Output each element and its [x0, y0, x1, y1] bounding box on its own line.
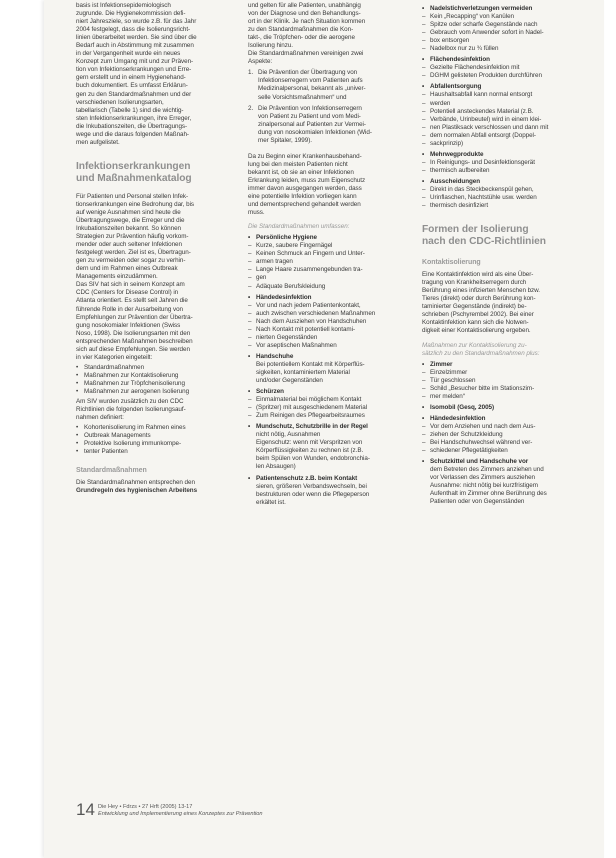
measure-item: – Direkt in das Steckbeckenspül gehen, [422, 186, 592, 194]
measure-block [248, 475, 411, 507]
measure-text: bestrukturen oder wenn die Pflegeperson [256, 490, 370, 498]
measure-text: Eigenschutz: wenn mit Verspritzen von [256, 439, 363, 447]
text-line: tragung von Krankheitserregern durch [422, 279, 527, 287]
intro-paragraph [76, 2, 238, 147]
measure-item: – Adäquate Berufskleidung [248, 283, 411, 291]
measures-blocks-continued [422, 5, 592, 210]
list-item: • Outbreak Managements [76, 432, 238, 440]
measure-heading: • Zimmer [422, 361, 592, 369]
measure-block [422, 415, 592, 455]
text-line: wege und die daraus folgenden Maßnah- [76, 130, 189, 138]
measure-text: len Absaugen) [256, 463, 296, 471]
text-line: eine potentielle Infektion vorliegen kann [248, 193, 357, 201]
measure-heading: • Patientenschutz z.B. beim Kontakt [248, 475, 411, 483]
text-line: Grundregeln des hygienischen Arbeitens [76, 487, 198, 495]
measure-text: und/oder Gegenständen [256, 377, 323, 385]
measure-item: – Lange Haare zusammengebunden tra- [248, 266, 411, 274]
measure-heading: • Schürzen [248, 388, 411, 396]
measure-text: sieren, größeren Verbandswechseln, bei [256, 482, 367, 490]
measure-heading: • Mundschutz, Schutzbrille in der Regel [248, 423, 411, 431]
list-item: • Standardmaßnahmen [76, 364, 238, 372]
measure-text: nicht nötig, Ausnahmen [256, 431, 321, 439]
text-line: selle Vorsichtsmaßnahmen“ und [258, 93, 347, 101]
column-2 [248, 2, 411, 510]
measure-text: Bei potentiellem Kontakt mit Körperflüs- [256, 360, 365, 368]
text-line: gen zu vermeiden oder sogar zu verhin- [76, 257, 186, 265]
text-line: Maßnahmen zur Kontaktisolierung zu- [422, 341, 527, 349]
measure-item: – Zum Reinigen des Pflegearbeitsraumes [248, 412, 411, 420]
measure-item: – Bei Handschuhwechsel während ver- [422, 439, 592, 447]
text-line: Empfehlungen zur Prävention der Übertra- [76, 313, 193, 321]
text-line: Berührung eines infizierten Menschen bzw. [422, 287, 541, 295]
text-line: 2004 festgelegt, dass die Isolierungsricht- [76, 26, 191, 34]
measure-heading: • Nadelstichverletzungen vermeiden [422, 5, 592, 13]
text-line: Tieres (direkt) oder durch Berührung kon- [422, 295, 536, 303]
measure-item: – Vor und nach jedem Patientenkontakt, [248, 302, 411, 310]
measure-item: – box entsorgen [422, 37, 592, 45]
text-line: Eine Kontaktinfektion wird als eine Über- [422, 271, 534, 279]
measure-text: Ausnahme: nicht nötig bei kurzfristigem [430, 482, 538, 490]
measure-item: – In Reinigungs- und Desinfektionsgerät [422, 159, 592, 167]
measure-text: Aufenthalt im Zimmer ohne Berührung des [430, 490, 547, 498]
list-item: • Maßnahmen zur aerogenen Isolierung [76, 388, 238, 396]
text-line: tionserkrankungen eine Bedrohung dar, bis [76, 200, 195, 208]
measure-item: – gen [248, 274, 411, 282]
measure-item: – (Spritzer) mit ausgeschiedenem Material [248, 404, 411, 412]
text-line: sten Infektionserkrankungen, ihre Erreger, [76, 114, 192, 122]
text-line: und gelten für alle Patienten, unabhängig [248, 2, 361, 9]
numbered-item-1: 1. Die Prävention der Übertragung von Infektionserregern vom Patienten aufs Medizinalpersonal, bekannt als „univer- selle Vorsichtsmaßnahmen“ und [248, 69, 411, 101]
text-line: festgelegt werden. Ziel ist es, Übertragun- [76, 249, 191, 257]
measure-item: – Gebrauch vom Anwender sofort in Nadel- [422, 29, 592, 37]
measure-item: – ziehen der Schutzkleidung [422, 431, 592, 439]
measure-heading: • Händedesinfektion [248, 294, 411, 302]
measure-item: – Potentiell ansteckendes Material (z.B. [422, 108, 592, 116]
page-footer [76, 800, 576, 830]
measure-item: – Spitze oder scharfe Gegenstände nach [422, 21, 592, 29]
text-line: immer davon ausgegangen werden, dass [248, 184, 362, 192]
text-line: Infektionserregern vom Patienten aufs [258, 77, 363, 85]
column-1 [76, 2, 238, 495]
measure-heading: • Händedesinfektion [422, 415, 592, 423]
text-line: und dementsprechend gehandelt werden [248, 201, 361, 209]
label-standard-includes: Die Standardmaßnahmen umfassen: [248, 223, 350, 231]
measure-text: vor Verlassen des Zimmers ausziehen [430, 474, 535, 482]
measure-block [248, 423, 411, 471]
text-line: Das SIV hat sich in seinem Konzept am [76, 281, 185, 289]
text-line: Isolierung hinzu. [248, 42, 294, 50]
measure-item: – dem normalen Abfall entsorgt (Doppel- [422, 132, 592, 140]
measure-item: – Keinen Schmuck an Fingern und Unter- [248, 250, 411, 258]
measure-block [248, 388, 411, 420]
text-line: Medizinalpersonal, bekannt als „univer- [258, 85, 366, 93]
measure-heading: • Persönliche Hygiene [248, 234, 411, 242]
measure-block [422, 83, 592, 147]
measure-block [422, 404, 592, 412]
text-line: mender oder auch seltener Infektionen [76, 241, 182, 249]
measure-item: – Vor aseptischen Maßnahmen [248, 342, 411, 350]
text-line: basis ist Infektionsepidemiologisch [76, 2, 171, 9]
subheading-standard-measures: Standardmaßnahmen [76, 467, 147, 475]
measure-item: – Kurze, saubere Fingernägel [248, 242, 411, 250]
measure-item: – Einzelzimmer [422, 369, 592, 377]
text-line: verschiedenen Isolierungsarten, [76, 98, 164, 106]
measure-block [248, 234, 411, 290]
text-line: tabellarisch (Tabelle 1) sind die wichtig- [76, 106, 184, 114]
measure-text: dem Betreten des Zimmers anziehen und [430, 466, 544, 474]
measure-item: – werden [422, 100, 592, 108]
measure-heading: • Abfallentsorgung [422, 83, 592, 91]
text-line: men aufgelistet. [76, 138, 120, 146]
text-line: in vier Kategorien eingeteilt: [76, 353, 153, 361]
text-line: gen zu den Standardmaßnahmen und der [76, 90, 192, 98]
text-line: lung bei den meisten Patienten nicht [248, 160, 348, 168]
paragraph-siv-additions [76, 398, 238, 422]
measure-text: Körperflüssigkeiten zu rechnen ist (z.B. [256, 447, 364, 455]
list-item: • tenter Patienten [76, 448, 238, 456]
numbered-item-2: 2. Die Prävention von Infektionserregern von Patient zu Patient und vom Medi- zinalpersonal auf Patienten zur Vermei- dung von nosokomialen Infektionen (Wid- mer Spitaler, 1999). [248, 105, 411, 145]
measure-block [422, 56, 592, 80]
list-item: • Protektive Isolierung immunkompe- [76, 440, 238, 448]
text-line: muss. [248, 209, 265, 217]
label-contact-measures [422, 342, 592, 358]
measure-heading: • Flächendesinfektion [422, 56, 592, 64]
text-line: Atlanta orientiert. Es stellt seit Jahren die [76, 297, 188, 305]
measure-heading: • Schutzkittel und Handschuhe vor [422, 458, 592, 466]
siv-isolation-list [76, 424, 238, 456]
paragraph-unknown-infection [248, 153, 411, 217]
measure-item: – thermisch aufbereiten [422, 167, 592, 175]
text-line: Inkubationszeiten bekannt. So können [76, 225, 181, 233]
paragraph-infections [76, 193, 238, 362]
text-line: nahmen definiert: [76, 414, 124, 422]
list-item: • Maßnahmen zur Kontaktisolierung [76, 372, 238, 380]
measure-item: – armen tragen [248, 258, 411, 266]
measure-item: – mer melden“ [422, 393, 592, 401]
measure-item: – auch zwischen verschiedenen Maßnahmen [248, 310, 411, 318]
text-line: mer Spitaler, 1999). [258, 136, 312, 144]
text-line: schrieben (Pschyrembel 2002). Bei einer [422, 311, 534, 319]
text-line: CDC (Centers for Disease Control) in [76, 289, 179, 297]
measure-text: erkältet ist. [256, 498, 286, 506]
subheading-contact-isolation: Kontaktisolierung [422, 259, 481, 267]
text-line: bekannt ist, ob sie an einer Infektionen [248, 168, 354, 176]
measure-block [422, 5, 592, 53]
text-line: Die Prävention der Übertragung von [258, 69, 358, 77]
measure-item: – Kein „Recapping“ von Kanülen [422, 13, 592, 21]
section-heading-infections: Infektionserkrankungen und Maßnahmenkatalog [76, 160, 192, 184]
list-item: • Kohortenisolierung im Rahmen eines [76, 424, 238, 432]
measure-item: – Einmalmaterial bei möglichem Kontakt [248, 396, 411, 404]
paragraph-contact-infection [422, 271, 592, 335]
text-line: die Inkubationszeiten, die Übertragungs- [76, 122, 188, 130]
text-line: Am SIV wurden zusätzlich zu den CDC [76, 398, 184, 406]
text-line: Noso, 1998). Die Isolierungsarten mit den [76, 329, 191, 337]
measure-item: – Schild „Besucher bitte im Stationszim- [422, 385, 592, 393]
measure-item: – Haushaltsabfall kann normal entsorgt [422, 91, 592, 99]
text-line: digkeit einer Kontaktisolierung ergeben. [422, 327, 531, 335]
text-line: gern erstellt und in einem Hygienehand- [76, 74, 186, 82]
text-line: taminierter Gegenstände (indirekt) be- [422, 303, 527, 311]
measure-item: – Nach dem Ausziehen von Handschuhen [248, 318, 411, 326]
page-number: 14 [76, 800, 95, 819]
measure-item: – DGHM gelisteten Produkten durchführen [422, 72, 592, 80]
measure-text: beim Spülen von Wunden, endobronchia- [256, 455, 370, 463]
measure-item: – thermisch desinfiziert [422, 202, 592, 210]
text-line: auf wenige Ausnahmen sind heute die [76, 208, 181, 216]
contact-isolation-blocks [422, 361, 592, 507]
text-line: ort in der Klinik. Je nach Situation kommen [248, 18, 366, 26]
text-line: von der Diagnose und den Behandlungs- [248, 10, 361, 18]
text-line: takt-, die Tröpfchen- oder die aerogene [248, 34, 355, 42]
measure-item: – Tür geschlossen [422, 377, 592, 385]
measure-item: – nen Plastiksack verschlossen und dann mit [422, 124, 592, 132]
text-line: führende Rolle in der Ausarbeitung von [76, 305, 183, 313]
measure-item: – Gezielte Flächendesinfektion mit [422, 64, 592, 72]
measure-item: – Verbände, Urinbeutel) wird in einem klei- [422, 116, 592, 124]
measure-block [422, 361, 592, 401]
text-line: entsprechenden Maßnahmen beschreiben [76, 337, 193, 345]
text-line: Bedarf auch in Abstimmung mit zusammen [76, 42, 194, 50]
measure-heading: • Ausscheidungen [422, 178, 592, 186]
text-line: Die Standardmaßnahmen vereinigen zwei [248, 50, 364, 58]
measure-block [248, 353, 411, 385]
measure-text: Patienten oder von Gegenständen [430, 498, 525, 506]
measure-heading: • Isomobil (Gesq, 2005) [422, 404, 592, 412]
text-line: Aspekte: [248, 58, 273, 66]
isolation-categories-list [76, 364, 238, 396]
text-line: buch dokumentiert. Es umfasst Erklärun- [76, 82, 188, 90]
text-line: zinalpersonal auf Patienten zur Vermei- [258, 120, 366, 128]
text-line: in der Vergangenheit wurde ein neues [76, 50, 181, 58]
measure-block [422, 458, 592, 506]
text-line: sich auf diese Empfehlungen. Sie werden [76, 345, 190, 353]
text-line: Die Standardmaßnahmen entsprechen den [76, 479, 195, 487]
measure-item: – Urinflaschen, Nachtstühle usw. werden [422, 194, 592, 202]
measure-heading: • Mehrwegprodukte [422, 151, 592, 159]
text-line: von Patient zu Patient und vom Medi- [258, 112, 361, 120]
text-line: dung von nosokomialen Infektionen (Wid- [258, 128, 372, 136]
measure-text: sigkeiten, kontaminiertem Material [256, 368, 350, 376]
text-line: zugrunde. Die Hygienekommission defi- [76, 10, 186, 18]
text-line: Managements einzudämmen. [76, 273, 158, 281]
measure-block [248, 294, 411, 350]
journal-citation: Die Hey • Fdrzs • 27 Hrft (2005) 13-17 [98, 804, 193, 810]
list-item: • Maßnahmen zur Tröpfchenisolierung [76, 380, 238, 388]
text-line: niert Jahresziele, so wurde z.B. für das Jahr [76, 18, 197, 26]
text-line: Richtlinien die folgenden Isolierungsauf- [76, 406, 186, 414]
text-line: Die Prävention von Infektionserregern [258, 104, 362, 112]
text-line: zu den Standardmaßnahmen die Kon- [248, 26, 354, 34]
measure-item: – nierten Gegenständen [248, 334, 411, 342]
measure-block [422, 151, 592, 175]
column-3 [422, 2, 592, 509]
section-heading-isolation-forms: Formen der Isolierung nach den CDC-Richtlinien [422, 224, 546, 248]
measure-item: – Nach Kontakt mit potentiell kontami- [248, 326, 411, 334]
paragraph-standard-scope [248, 2, 411, 66]
text-line: Konzept zum Umgang mit und zur Präven- [76, 58, 194, 66]
text-line: sätzlich zu den Standardmaßnahmen plus: [422, 349, 540, 357]
text-line: Da zu Beginn einer Krankenhausbehand- [248, 152, 362, 160]
article-title: Entwicklung und Implementierung eines Konzeptes zur Prävention [98, 811, 263, 817]
text-line: tion von Infektionserkrankungen und Erre- [76, 66, 192, 74]
text-line: Übertragungswege, die Erreger und die [76, 216, 185, 224]
text-line: dern und im Rahmen eines Outbreak [76, 265, 178, 273]
measure-item: – sackprinzip) [422, 140, 592, 148]
text-line: Für Patienten und Personal stellen Infek- [76, 192, 189, 200]
measure-item: – schiedener Pflegetätigkeiten [422, 447, 592, 455]
document-page [44, 0, 604, 858]
measure-heading: • Handschuhe [248, 353, 411, 361]
text-line: Erkrankung leiden, muss zum Eigenschutz [248, 176, 366, 184]
measure-item: – Nadelbox nur zu ¾ füllen [422, 45, 592, 53]
text-line: linien überarbeitet werden. Sie sind über die [76, 34, 197, 42]
measure-item: – Vor dem Anziehen und nach dem Aus- [422, 423, 592, 431]
text-line: Strategien zur Prävention häufig vorkom- [76, 233, 189, 241]
text-line: Kontaktinfektion kann sich die Notwen- [422, 319, 529, 327]
text-line: gung nosokomialer Infektionen (Swiss [76, 321, 181, 329]
standard-measures-blocks [248, 234, 411, 507]
measure-block [422, 178, 592, 210]
paragraph-standard-measures [76, 479, 238, 495]
